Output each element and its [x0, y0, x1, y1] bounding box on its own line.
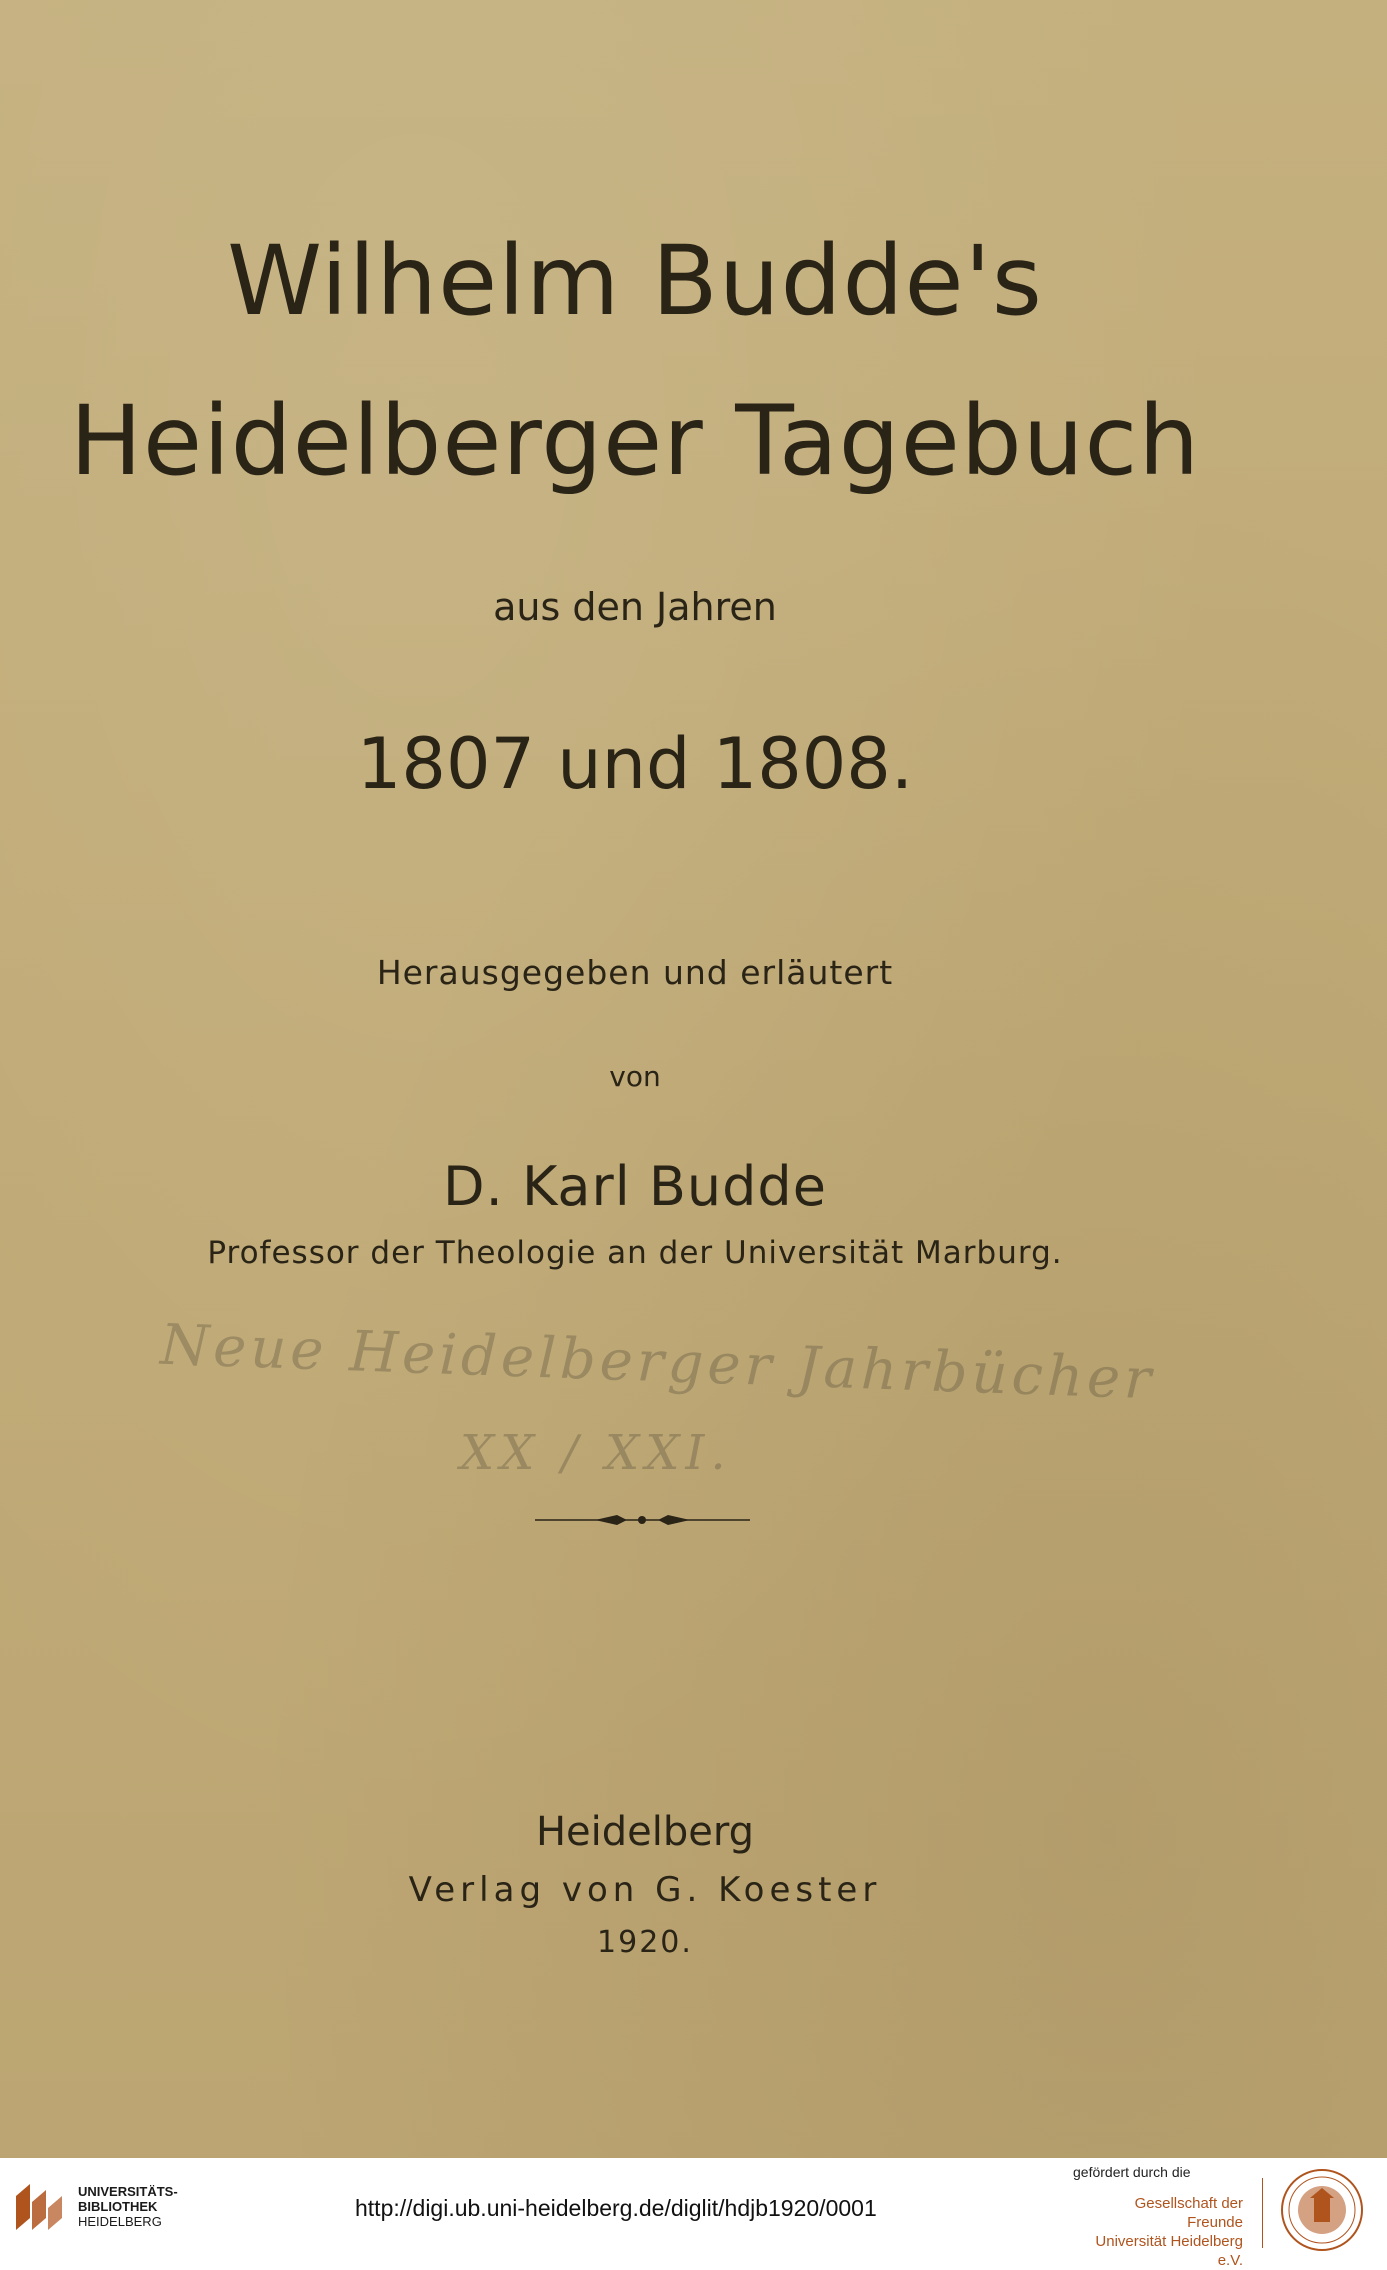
- von-label: von: [609, 1060, 661, 1093]
- library-name-line-3: HEIDELBERG: [78, 2214, 162, 2229]
- sponsor-name: [1075, 2194, 1243, 2270]
- library-name: [78, 2184, 178, 2229]
- handwritten-note-line-2: XX / XXI.: [460, 1425, 732, 1481]
- sponsor-name-line-1: Gesellschaft der Freunde: [1134, 2195, 1243, 2231]
- digitization-footer: [0, 2158, 1387, 2269]
- edited-by: Herausgegeben und erläutert: [376, 953, 894, 992]
- title-line-2: Heidelberger Tagebuch: [69, 385, 1201, 497]
- title-line-1: Wilhelm Budde's: [227, 225, 1043, 337]
- ornament-divider: [535, 1505, 750, 1535]
- university-seal-icon: [1280, 2168, 1364, 2252]
- publication-year: 1920.: [597, 1925, 693, 1960]
- sponsor-name-line-2: Universität Heidelberg e.V.: [1095, 2233, 1243, 2269]
- author-title: Professor der Theologie an der Universität Marburg.: [207, 1235, 1063, 1271]
- years: 1807 und 1808.: [356, 723, 914, 805]
- library-name-line-2: BIBLIOTHEK: [78, 2199, 158, 2214]
- university-library-logo-icon: [12, 2180, 66, 2234]
- permalink-url[interactable]: http://digi.ub.uni-heidelberg.de/diglit/hdjb1920/0001: [355, 2195, 877, 2221]
- footer-divider: [1262, 2178, 1263, 2248]
- sponsor-label: gefördert durch die: [1073, 2164, 1191, 2180]
- subtitle: aus den Jahren: [493, 585, 777, 629]
- handwritten-note-line-1: Neue Heidelberger Jahrbücher: [159, 1312, 1157, 1413]
- library-name-line-1: UNIVERSITÄTS-: [78, 2184, 178, 2199]
- author-name: D. Karl Budde: [443, 1155, 827, 1218]
- publication-place: Heidelberg: [535, 1809, 755, 1855]
- publisher: Verlag von G. Koester: [408, 1870, 882, 1910]
